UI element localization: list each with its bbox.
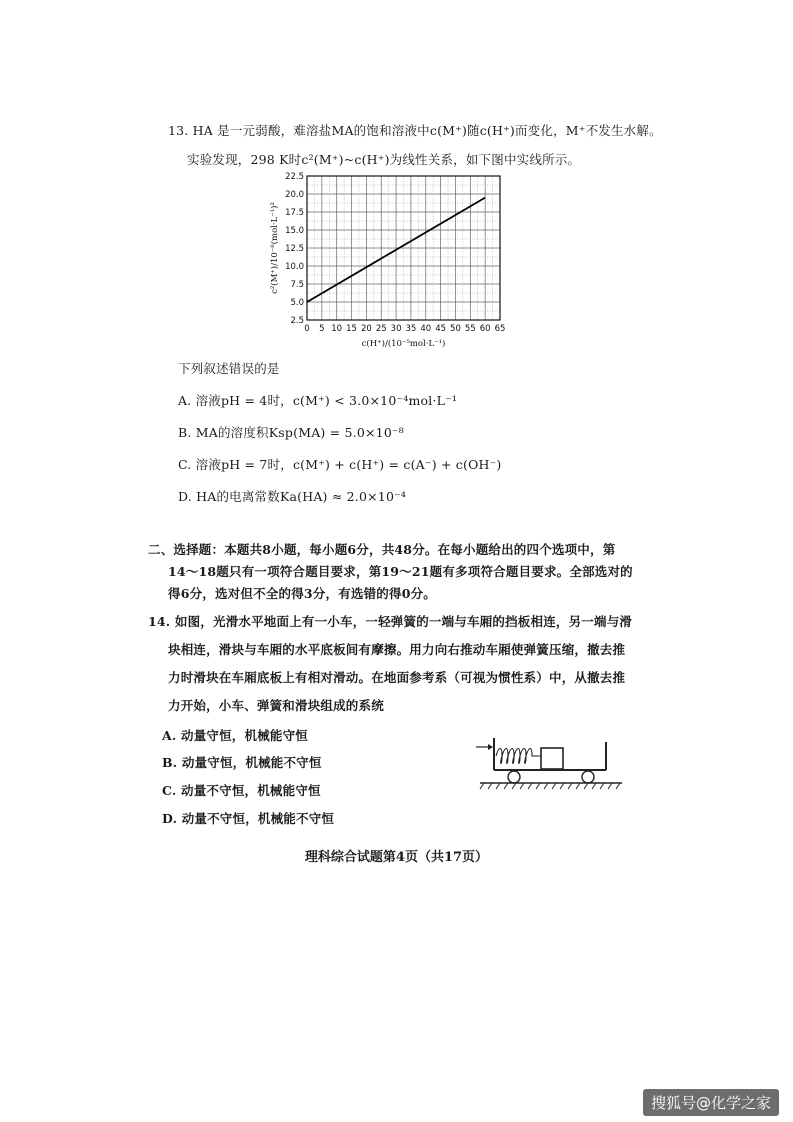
q14-option-a: A. 动量守恒，机械能守恒 [162, 728, 309, 743]
section2-line1: 二、选择题：本题共8小题，每小题6分，共48分。在每小题给出的四个选项中，第 [148, 542, 616, 557]
q14-option-d: D. 动量不守恒，机械能不守恒 [162, 811, 335, 826]
page-footer: 理科综合试题第4页（共17页） [304, 850, 489, 865]
y-axis-label: c²(M⁺)/10⁻⁸(mol·L⁻¹)² [270, 202, 280, 294]
y-tick-label: 2.5 [290, 316, 304, 326]
q13-option-a: A. 溶液pH = 4时，c(M⁺) < 3.0×10⁻⁴mol·L⁻¹ [178, 393, 458, 408]
x-tick-label: 0 [304, 324, 310, 334]
y-tick-label: 10.0 [285, 262, 304, 272]
q13-option-d: D. HA的电离常数Ka(HA) ≈ 2.0×10⁻⁴ [178, 489, 407, 504]
cart-body [494, 738, 606, 770]
x-tick-label: 50 [450, 324, 461, 334]
q14-stem-line1: 14. 如图，光滑水平地面上有一小车，一轻弹簧的一端与车厢的挡板相连，另一端与滑 [148, 614, 633, 629]
y-tick-label: 7.5 [290, 280, 304, 290]
x-tick-label: 55 [464, 324, 476, 334]
watermark: 搜狐号@化学之家 [643, 1089, 779, 1116]
q14-stem-line4: 力开始，小车、弹簧和滑块组成的系统 [168, 698, 384, 713]
x-tick-label: 25 [375, 324, 387, 334]
y-tick-label: 5.0 [290, 298, 304, 308]
wheel-right [582, 771, 594, 783]
push-arrow-icon [476, 744, 493, 750]
spring [496, 749, 541, 764]
x-tick-label: 20 [360, 324, 372, 334]
x-tick-label: 10 [331, 324, 343, 334]
x-tick-label: 65 [494, 324, 506, 334]
q13-prompt: 下列叙述错误的是 [178, 361, 280, 376]
y-tick-label: 17.5 [285, 208, 304, 218]
cart-spring-diagram [474, 734, 624, 794]
x-axis-label: c(H⁺)/(10⁻⁵mol·L⁻¹) [361, 339, 446, 349]
y-tick-label: 15.0 [285, 226, 304, 236]
x-tick-label: 15 [346, 324, 357, 334]
x-tick-label: 60 [479, 324, 491, 334]
slider-block [541, 748, 563, 769]
section2-line3: 得6分，选对但不全的得3分，有选错的得0分。 [168, 586, 436, 601]
x-tick-label: 40 [420, 324, 432, 334]
q13-stem-line2: 实验发现，298 K时c²(M⁺)~c(H⁺)为线性关系，如下图中实线所示。 [187, 152, 581, 167]
x-tick-label: 30 [390, 324, 402, 334]
q14-stem-line2: 块相连，滑块与车厢的水平底板间有摩擦。用力向右推动车厢使弹簧压缩，撤去推 [168, 642, 626, 657]
x-tick-label: 5 [319, 324, 325, 334]
q14-stem-line3: 力时滑块在车厢底板上有相对滑动。在地面参考系（可视为惯性系）中，从撤去推 [168, 670, 626, 685]
q14-option-c: C. 动量不守恒，机械能守恒 [162, 783, 321, 798]
x-tick-label: 45 [435, 324, 447, 334]
wheel-left [508, 771, 520, 783]
q13-chart [255, 168, 525, 358]
y-tick-label: 12.5 [285, 244, 304, 254]
x-tick-label: 35 [405, 324, 417, 334]
q13-option-b: B. MA的溶度积Ksp(MA) = 5.0×10⁻⁸ [178, 425, 404, 440]
q13-stem-line1: 13. HA 是一元弱酸，难溶盐MA的饱和溶液中c(M⁺)随c(H⁺)而变化，M⁺不发生水解。 [168, 123, 662, 138]
y-tick-label: 20.0 [285, 190, 304, 200]
line-chart [255, 168, 525, 358]
ground-hatch [480, 783, 622, 789]
q14-option-b: B. 动量守恒，机械能不守恒 [162, 755, 322, 770]
q13-option-c: C. 溶液pH = 7时，c(M⁺) + c(H⁺) = c(A⁻) + c(OH⁻) [178, 457, 502, 472]
section2-line2: 14～18题只有一项符合题目要求，第19～21题有多项符合题目要求。全部选对的 [168, 564, 633, 579]
y-tick-label: 22.5 [285, 172, 304, 182]
